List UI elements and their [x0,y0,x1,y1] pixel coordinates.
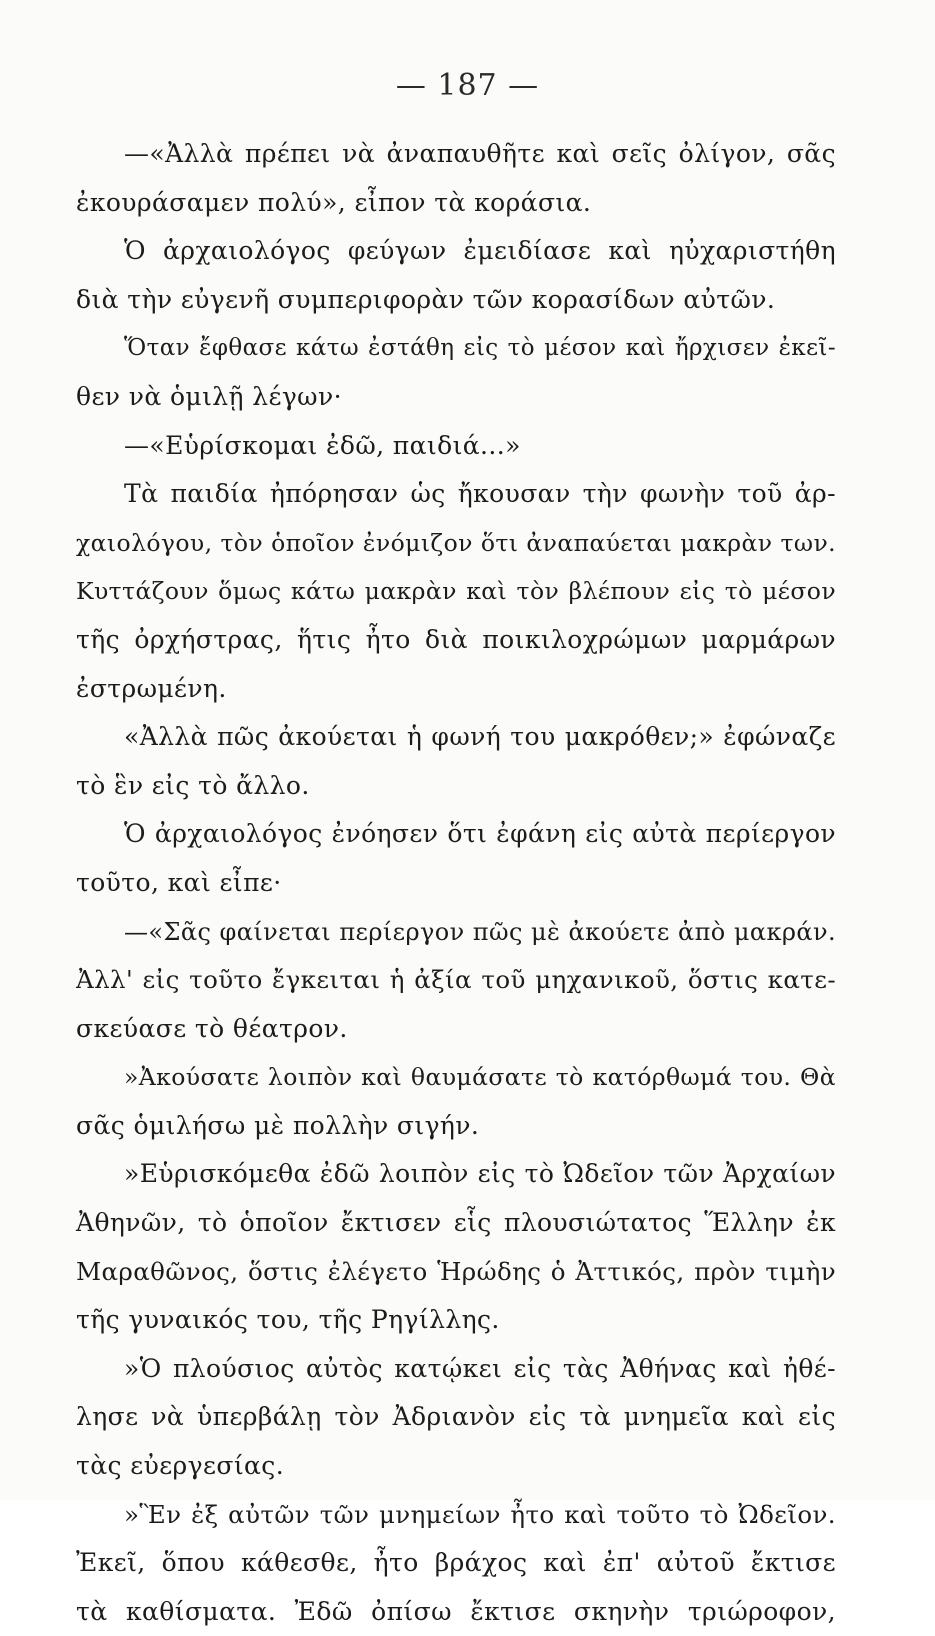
text-line: λησε νὰ ὑπερβάλῃ τὸν Ἀδριανὸν εἰς τὰ μνημεῖα καὶ εἰς [76,1402,836,1432]
page-number: — 187 — [395,68,540,103]
text-line: Ἀλλ' εἰς τοῦτο ἔγκειται ἡ ἀξία τοῦ μηχανικοῦ, ὅστις κατε- [76,965,836,995]
text-line: »Ὁ πλούσιος αὐτὸς κατῴκει εἰς τὰς Ἀθήνας καὶ ἠθέ- [124,1353,836,1383]
text-line: θεν νὰ ὁμιλῇ λέγων· [76,381,342,411]
text-line: ἐστρωμένη. [76,673,227,703]
text-line: —«Ἀλλὰ πρέπει νὰ ἀναπαυθῆτε καὶ σεῖς ὀλίγον, σᾶς [124,139,836,168]
text-line: »Εὑρισκόμεθα ἐδῶ λοιπὸν εἰς τὸ Ὠδεῖον τῶν Ἀρχαίων [124,1159,836,1189]
text-line: τὰ καθίσματα. Ἐδῶ ὀπίσω ἔκτισε σκηνὴν τριώροφον, [76,1596,836,1626]
text-line: Κυττάζουν ὅμως κάτω μακρὰν καὶ τὸν βλέπουν εἰς τὸ μέσον [76,577,836,606]
text-line: Μαραθῶνος, ὅστις ἐλέγετο Ἡρώδης ὁ Ἀττικός, πρὸν τιμὴν [76,1256,836,1286]
text-line: «Ἀλλὰ πῶς ἀκούεται ἡ φωνή του μακρόθεν;» ἐφώναζε [124,722,836,752]
text-line: Ὅταν ἔφθασε κάτω ἐστάθη εἰς τὸ μέσον καὶ ἤρχισεν ἐκεῖ- [124,335,836,362]
text-line: τῆς ὀρχήστρας, ἥτις ἦτο διὰ ποικιλοχρώμων μαρμάρων [76,624,836,654]
text-line: ἐκουράσαμεν πολύ», εἶπον τὰ κοράσια. [76,187,592,217]
text-line: »Ἀκούσατε λοιπὸν καὶ θαυμάσατε τὸ κατόρθωμά του. Θὰ [124,1063,836,1092]
text-line: σκεύασε τὸ θέατρον. [76,1013,348,1043]
text-line: »Ἓν ἐξ αὐτῶν τῶν μνημείων ἦτο καὶ τοῦτο τὸ Ὠδεῖον. [124,1499,836,1529]
body-text [76,130,836,1636]
text-line: τοῦτο, καὶ εἶπε· [76,867,282,897]
text-line: τῆς γυναικός του, τῆς Ρηγίλλης. [76,1305,500,1335]
text-line: —«Εὑρίσκομαι ἐδῶ, παιδιά...» [124,430,521,460]
text-line: Τὰ παιδία ἠπόρησαν ὡς ἤκουσαν τὴν φωνὴν τοῦ ἀρ- [124,479,836,509]
text-line: χαιολόγου, τὸν ὁποῖον ἐνόμιζον ὅτι ἀναπαύεται μακρὰν των. [76,528,836,557]
text-line: σᾶς ὁμιλήσω μὲ πολλὴν σιγήν. [76,1110,480,1140]
text-line: Ἀθηνῶν, τὸ ὁποῖον ἔκτισεν εἷς πλουσιώτατος Ἕλλην ἐκ [76,1208,836,1238]
text-line: Ὁ ἀρχαιολόγος φεύγων ἐμειδίασε καὶ ηὐχαριστήθη [124,236,836,266]
text-line: Ὁ ἀρχαιολόγος ἐνόησεν ὅτι ἐφάνη εἰς αὐτὰ περίεργον [124,819,836,849]
text-line: τὸ ἓν εἰς τὸ ἄλλο. [76,770,310,800]
text-line: Ἐκεῖ, ὅπου κάθεσθε, ἦτο βράχος καὶ ἐπ' αὐτοῦ ἔκτισε [76,1548,836,1578]
text-line: —«Σᾶς φαίνεται περίεργον πῶς μὲ ἀκούετε ἀπὸ μακράν. [124,917,836,946]
text-line: τὰς εὐεργεσίας. [76,1451,285,1481]
text-line: διὰ τὴν εὐγενῆ συμπεριφορὰν τῶν κορασίδων αὐτῶν. [76,284,776,314]
